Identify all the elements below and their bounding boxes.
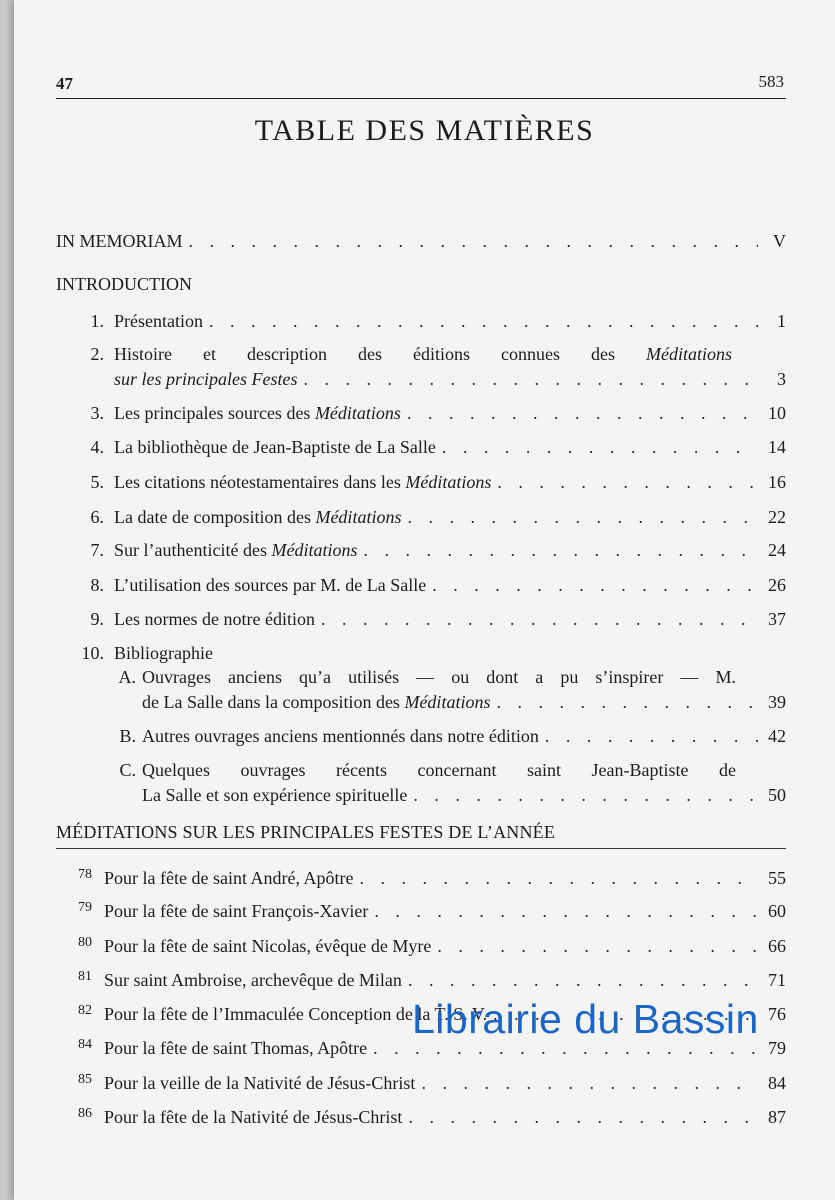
toc-entry-italic: Méditations [271,540,358,560]
toc-entry-meditation-79 [56,899,786,924]
toc-item-number: 9. [90,609,104,629]
toc-page-number: 55 [768,868,786,888]
dot-leader [413,783,758,808]
toc-entry-meditation-80 [56,934,786,959]
toc-entry-label: Pour la fête de l’Immaculée Conception de la T. S. V. [104,1004,488,1024]
toc-entry-label: Quelques ouvrages récents concernant saint Jean-Baptiste de [142,760,736,780]
toc-entry-meditation-81 [56,968,786,993]
toc-entry-label: Présentation [114,311,203,331]
toc-entry-meditation-78 [56,866,786,891]
dot-leader [363,538,758,563]
toc-entry-label: Les citations néotestamentaires dans les [114,472,401,492]
toc-page-number: 71 [768,970,786,990]
dot-leader [421,1071,758,1096]
toc-entry-intro-10 [74,641,786,666]
toc-entry-label: Autres ouvrages anciens mentionnés dans notre édition [142,726,539,746]
toc-entry-label: Pour la fête de saint Thomas, Apôtre [104,1038,368,1058]
toc-page-number: 42 [768,726,786,746]
dot-leader [408,968,758,993]
toc-entry-intro-4 [74,435,786,460]
toc-entry-label: de La Salle dans la composition des [142,692,400,712]
meditation-number: 79 [78,900,92,915]
toc-entry-label: La date de composition des [114,507,311,527]
toc-entry-label: Pour la veille de la Nativité de Jésus-Christ [104,1073,416,1093]
meditation-number: 86 [78,1106,92,1121]
toc-entry-line1 [114,342,732,367]
dot-leader [321,607,758,632]
dot-leader [407,505,758,530]
toc-entry-italic: sur les principales Festes [114,369,298,389]
dot-leader [209,309,758,334]
toc-entry-biblio-a [114,665,786,715]
toc-item-number: 6. [90,507,104,527]
toc-page-number: 60 [768,901,786,921]
toc-page-number: 84 [768,1073,786,1093]
toc-entry-intro-5 [74,470,786,495]
toc-entry-label: Pour la fête de saint Nicolas, évêque de Myre [104,936,432,956]
toc-entry-label: Les normes de notre édition [114,609,315,629]
toc-entry-label: Pour la fête de saint André, Apôtre [104,868,354,888]
dot-leader [303,367,758,392]
left-page-number: 47 [56,74,73,93]
dot-leader [374,899,758,924]
toc-entry-italic: Méditations [404,692,491,712]
toc-entry-label: Pour la fête de la Nativité de Jésus-Christ [104,1107,403,1127]
running-header [56,70,786,99]
toc-item-number: 5. [90,472,104,492]
toc-entry-label: Pour la fête de saint François-Xavier [104,901,369,921]
toc-entry-label: La bibliothèque de Jean-Baptiste de La Salle [114,437,436,457]
dot-leader [496,690,758,715]
toc-entry-biblio-c [114,758,786,808]
meditation-number: 82 [78,1003,92,1018]
toc-page-number: V [773,231,786,251]
toc-entry-label: L’utilisation des sources par M. de La Salle [114,575,427,595]
dot-leader [407,401,758,426]
toc-item-number: 2. [90,344,104,364]
toc-item-number: 1. [90,311,104,331]
toc-page-number: 87 [768,1107,786,1127]
toc-item-letter: A. [118,667,136,687]
toc-entry-italic: Méditations [314,403,401,423]
dot-leader [189,229,758,254]
toc-page-number: 76 [768,1004,786,1024]
toc-entry-label: Bibliographie [114,643,213,663]
toc-page-number: 10 [768,403,786,423]
meditation-number: 78 [78,867,92,882]
toc-item-letter: B. [119,726,136,746]
toc-item-number: 8. [90,575,104,595]
toc-page-number: 24 [768,540,786,560]
toc-item-number: 10. [81,643,104,663]
toc-page-number: 79 [768,1038,786,1058]
toc-entry-intro-2 [74,342,786,392]
toc-page-number: 3 [777,369,786,389]
toc-item-number: 3. [90,403,104,423]
meditation-number: 84 [78,1037,92,1052]
toc-entry-label: La Salle et son expérience spirituelle [142,785,408,805]
toc-entry-intro-1 [74,309,786,334]
toc-page-number: 22 [768,507,786,527]
right-page-number: 583 [758,72,784,91]
toc-page-number: 66 [768,936,786,956]
toc-page-number: 1 [777,311,786,331]
toc-entry-meditation-85 [56,1071,786,1096]
toc-entry-italic: Méditations [315,507,402,527]
toc-entry-biblio-b [114,724,786,749]
dot-leader [497,470,758,495]
meditation-number: 80 [78,935,92,950]
meditation-number: 81 [78,969,92,984]
dot-leader [359,866,758,891]
toc-page-number: 37 [768,609,786,629]
toc-page-number: 39 [768,692,786,712]
section-heading-meditations: MÉDITATIONS SUR LES PRINCIPALES FESTES DE L’ANNÉE [56,822,556,842]
toc-entry-intro-3 [74,401,786,426]
page-title: TABLE DES MATIÈRES [254,114,595,147]
toc-entry-memoriam [56,229,786,254]
toc-entry-intro-8 [74,573,786,598]
dot-leader [442,435,758,460]
dot-leader [408,1105,758,1130]
dot-leader [432,573,758,598]
toc-entry-intro-9 [74,607,786,632]
book-page [14,0,835,1200]
section-divider [56,848,786,849]
toc-entry-label: Sur l’authenticité des [114,540,267,560]
toc-entry-label: Sur saint Ambroise, archevêque de Milan [104,970,402,990]
toc-entry-label: Les principales sources des [114,403,311,423]
toc-entry-italic: Méditations [405,472,492,492]
watermark-text: Librairie du Bassin [412,996,759,1042]
toc-item-number: 7. [90,540,104,560]
toc-page-number: 14 [768,437,786,457]
toc-item-letter: C. [119,760,136,780]
toc-page-number: 50 [768,785,786,805]
toc-entry-label: Histoire et description des éditions connues des [114,344,615,364]
toc-entry-italic: Méditations [646,344,732,364]
dot-leader [545,724,758,749]
toc-entry-label: Ouvrages anciens qu’a utilisés — ou dont a pu s’inspirer — M. [142,667,736,687]
toc-entry-intro-6 [74,505,786,530]
toc-entry-intro-7 [74,538,786,563]
toc-item-number: 4. [90,437,104,457]
toc-entry-meditation-86 [56,1105,786,1130]
toc-page-number: 26 [768,575,786,595]
dot-leader [437,934,758,959]
toc-page-number: 16 [768,472,786,492]
section-heading-introduction: INTRODUCTION [56,274,192,294]
meditation-number: 85 [78,1072,92,1087]
toc-entry-label: IN MEMORIAM [56,231,183,251]
